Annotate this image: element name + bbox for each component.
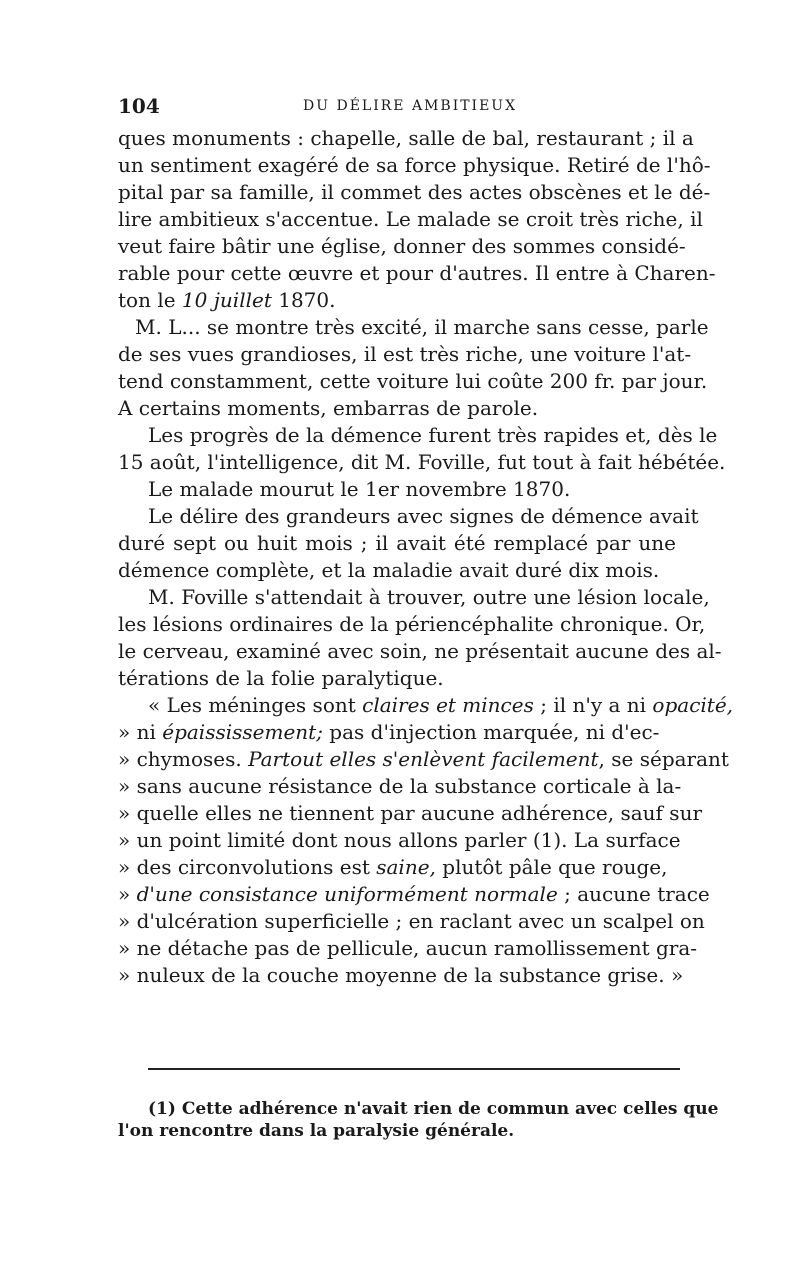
- line-text: « Les méninges sont: [148, 693, 363, 717]
- body-line: Le délire des grandeurs avec signes de démence avait: [148, 504, 699, 528]
- quote-line: » un point limité dont nous allons parler (1). La surface: [118, 828, 681, 852]
- quote-line: » quelle elles ne tiennent par aucune adhérence, sauf sur: [118, 801, 703, 825]
- footnote-line: (1) Cette adhérence n'avait rien de commun avec celles que: [148, 1099, 719, 1119]
- line-text: » des circonvolutions est: [118, 855, 377, 879]
- line-text: pas d'injection marquée, ni d'ec-: [322, 720, 660, 744]
- quote-line: [148, 693, 734, 717]
- body-line: rable pour cette œuvre et pour d'autres. Il entre à Charen-: [118, 261, 716, 285]
- quote-line: » nuleux de la couche moyenne de la substance grise. »: [118, 963, 684, 987]
- quote-line: [118, 720, 676, 744]
- quote-line: » sans aucune résistance de la substance corticale à la-: [118, 774, 682, 798]
- quote-line: » ne détache pas de pellicule, aucun ramollissement gra-: [118, 936, 698, 960]
- line-text: » chymoses.: [118, 747, 249, 771]
- quote-line: [118, 747, 729, 771]
- footnote-line: l'on rencontre dans la paralysie générale.: [118, 1121, 515, 1141]
- italic-text: saine,: [376, 855, 436, 879]
- italic-text: épaississement;: [162, 720, 323, 744]
- body-line: lire ambitieux s'accentue. Le malade se croit très riche, il: [118, 207, 703, 231]
- body-line: M. Foville s'attendait à trouver, outre une lésion locale,: [148, 585, 710, 609]
- body-line: les lésions ordinaires de la périencéphalite chronique. Or,: [118, 612, 706, 636]
- line-text: ; il n'y a ni: [533, 693, 653, 717]
- body-line: [118, 288, 676, 312]
- italic-text: opacité,: [652, 693, 734, 717]
- body-line: duré sept ou huit mois ; il avait été remplacé par une: [118, 531, 676, 555]
- quote-line: [118, 855, 676, 879]
- body-line: de ses vues grandioses, il est très riche, une voiture l'at-: [118, 342, 692, 366]
- body-line: 15 août, l'intelligence, dit M. Foville, fut tout à fait hébétée.: [118, 450, 726, 474]
- body-line: Les progrès de la démence furent très rapides et, dès le: [148, 423, 718, 447]
- italic-date: 10 juillet: [181, 288, 272, 312]
- body-line: un sentiment exagéré de sa force physique. Retiré de l'hô-: [118, 153, 711, 177]
- line-text: ; aucune trace: [557, 882, 710, 906]
- line-text: plutôt pâle que rouge,: [435, 855, 668, 879]
- running-head: DU DÉLIRE AMBITIEUX: [303, 98, 518, 114]
- body-line: A certains moments, embarras de parole.: [118, 396, 539, 420]
- footnote-divider: [148, 1068, 680, 1070]
- body-line: pital par sa famille, il commet des actes obscènes et le dé-: [118, 180, 711, 204]
- italic-text: claires et minces: [362, 693, 534, 717]
- page-header: [118, 94, 678, 124]
- body-line: tend constamment, cette voiture lui coûte 200 fr. par jour.: [118, 369, 708, 393]
- body-line: le cerveau, examiné avec soin, ne présentait aucune des al-: [118, 639, 722, 663]
- body-line: démence complète, et la maladie avait duré dix mois.: [118, 558, 660, 582]
- page-number: 104: [118, 94, 160, 118]
- line-text: ton le: [118, 288, 182, 312]
- quote-line: [118, 882, 710, 906]
- body-line: térations de la folie paralytique.: [118, 666, 444, 690]
- body-line: M. L... se montre très excité, il marche sans cesse, parle: [135, 315, 709, 339]
- quote-line: » d'ulcération superficielle ; en raclant avec un scalpel on: [118, 909, 705, 933]
- body-line: ques monuments : chapelle, salle de bal, restaurant ; il a: [118, 126, 694, 150]
- line-text: 1870.: [271, 288, 336, 312]
- italic-text: Partout elles s'enlèvent facilement: [248, 747, 599, 771]
- line-text: , se séparant: [598, 747, 729, 771]
- body-line: veut faire bâtir une église, donner des sommes considé-: [118, 234, 686, 258]
- line-text: »: [118, 882, 137, 906]
- line-text: » ni: [118, 720, 163, 744]
- italic-text: d'une consistance uniformément normale: [136, 882, 558, 906]
- body-line: Le malade mourut le 1er novembre 1870.: [148, 477, 571, 501]
